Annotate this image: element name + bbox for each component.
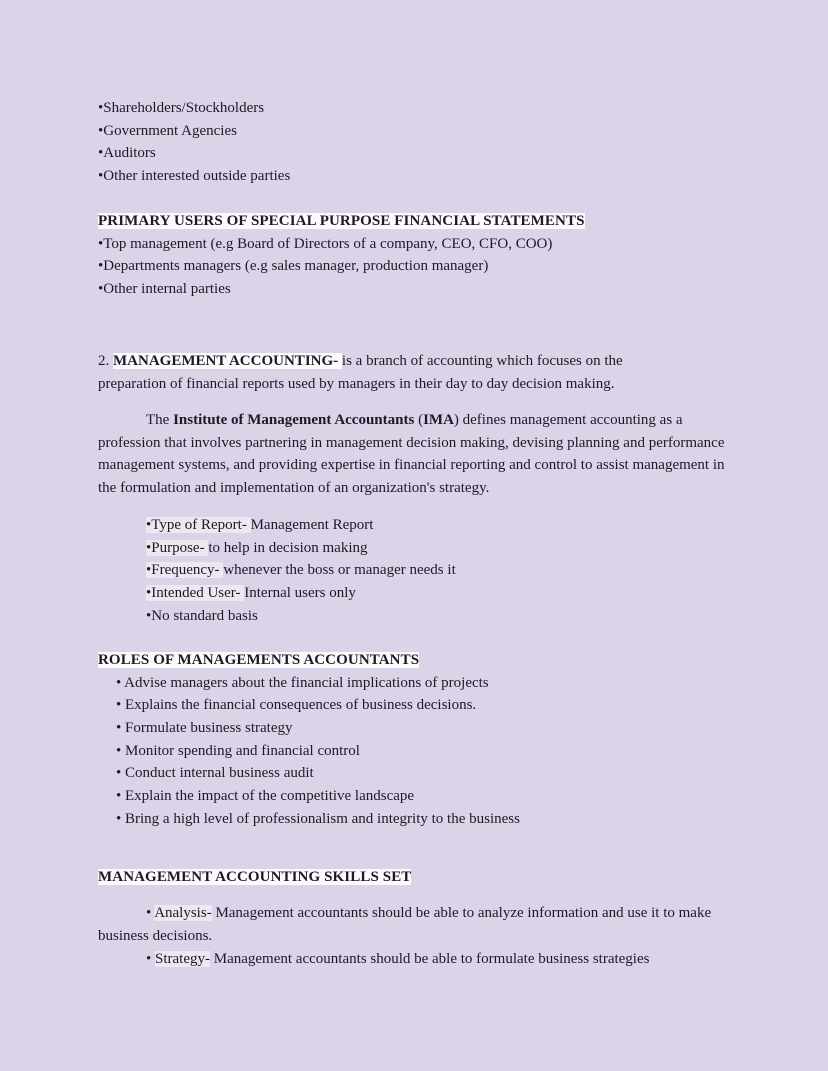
special-purpose-section [98, 210, 738, 301]
section-heading: PRIMARY USERS OF SPECIAL PURPOSE FINANCIAL STATEMENTS [98, 213, 585, 229]
definition-text: preparation of financial reports used by managers in their day to day decision making. [98, 375, 615, 392]
list-item [98, 582, 738, 605]
list-item: •Top management (e.g Board of Directors of a company, CEO, CFO, COO) [98, 235, 553, 252]
list-item: • Conduct internal business audit [116, 765, 314, 782]
skill-label: Strategy- [155, 951, 210, 967]
list-item: •Government Agencies [98, 122, 237, 139]
skill-text: Management accountants should be able to analyze information and use it to make business decisions. [98, 905, 712, 944]
skills-section [98, 866, 738, 889]
list-item [98, 559, 738, 582]
list-item: •Departments managers (e.g sales manager, production manager) [98, 258, 489, 275]
item-label: •Purpose- [146, 539, 209, 556]
paragraph-text: ) defines management accounting as a profession that involves partnering in management decision making, devising planning and performance management systems, and providing expertise in financial reporting and control to assist management in the formulation and implementation of an organization's strategy. [98, 412, 725, 497]
list-item: • Explain the impact of the competitive landscape [116, 788, 415, 805]
section-heading: ROLES OF MANAGEMENTS ACCOUNTANTS [98, 652, 420, 668]
skill-label: Analysis- [154, 905, 212, 921]
roles-section [98, 649, 738, 831]
section-number: 2. [98, 353, 113, 369]
list-item: •Shareholders/Stockholders [98, 100, 265, 116]
paragraph-text: ( [414, 412, 424, 428]
list-item: • Explains the financial consequences of business decisions. [116, 697, 477, 714]
list-item: • Monitor spending and financial control [116, 742, 360, 759]
org-abbr: IMA [423, 412, 454, 428]
skill-item [98, 902, 734, 947]
list-item: • Bring a high level of professionalism and integrity to the business [116, 810, 520, 827]
org-name: Institute of Management Accountants [173, 412, 415, 428]
item-value: Management Report [250, 517, 374, 533]
list-item: •Other internal parties [98, 281, 231, 298]
ima-paragraph [98, 409, 734, 500]
bullet: • [146, 951, 156, 967]
item-value: whenever the boss or manager needs it [223, 562, 456, 579]
list-item [98, 514, 738, 537]
bullet: • [146, 905, 155, 921]
list-item: • Formulate business strategy [116, 720, 293, 737]
item-value: Internal users only [244, 585, 356, 602]
list-item: •Auditors [98, 145, 156, 162]
item-label: •Intended User- [146, 585, 245, 602]
list-item: •Other interested outside parties [98, 168, 291, 185]
item-label: •Type of Report- [146, 517, 251, 533]
item-label: •Frequency- [146, 562, 224, 579]
definition-text: is a branch of accounting which focuses on the [341, 353, 623, 369]
section-heading: MANAGEMENT ACCOUNTING SKILLS SET [98, 869, 412, 885]
list-item [98, 537, 738, 560]
list-item: • Advise managers about the financial implications of projects [116, 674, 489, 691]
list-item [98, 605, 738, 628]
characteristics-list [98, 514, 738, 627]
item-value: to help in decision making [208, 539, 368, 556]
management-accounting-definition [98, 350, 738, 395]
term-highlight: MANAGEMENT ACCOUNTING- [113, 353, 342, 369]
general-users-list [98, 97, 738, 188]
skill-item [98, 948, 786, 971]
item-label: •No standard basis [146, 607, 258, 624]
paragraph-text: The [146, 412, 174, 428]
skill-text: Management accountants should be able to formulate business strategies [210, 951, 650, 967]
